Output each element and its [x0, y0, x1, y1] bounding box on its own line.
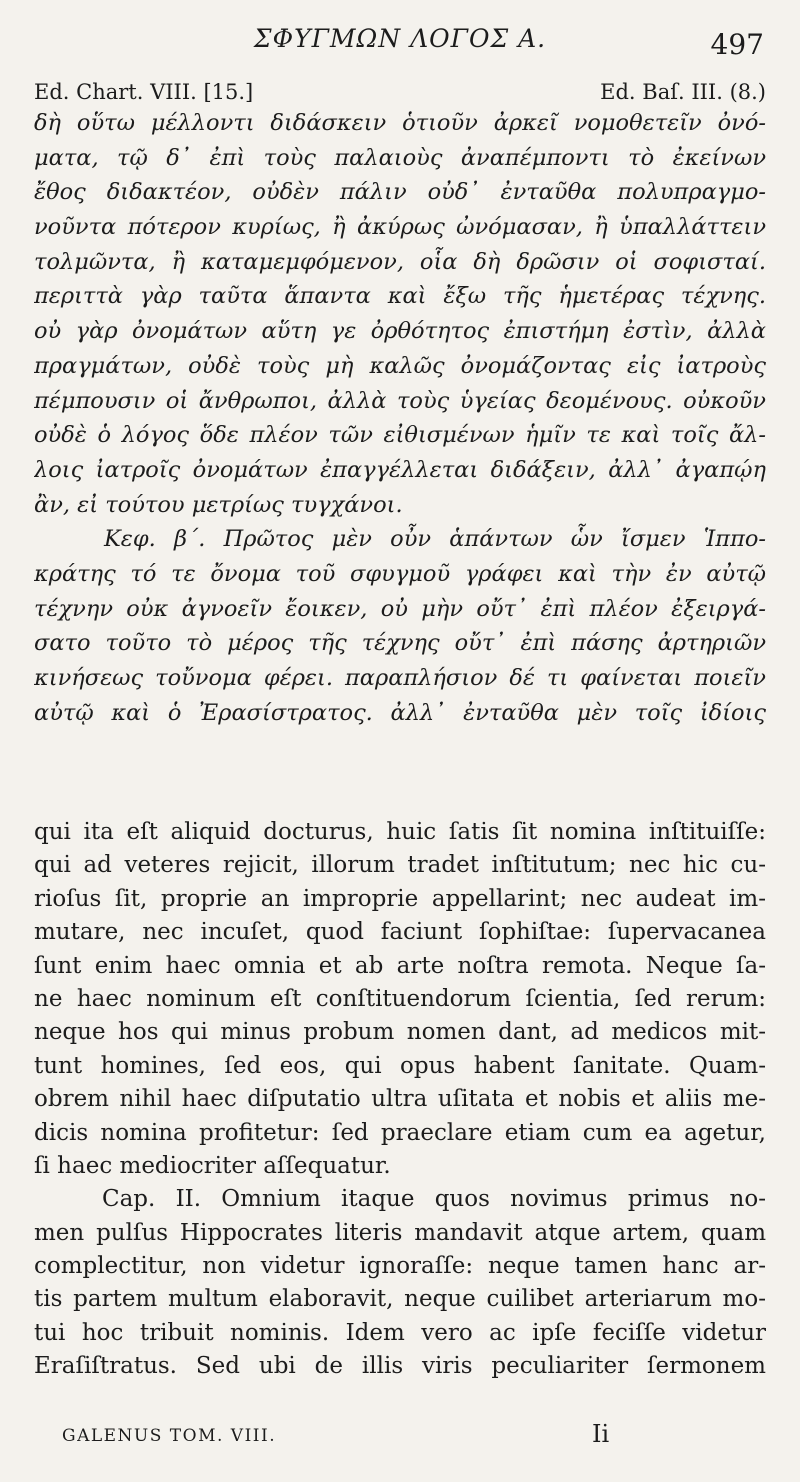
- latin-line: ne haec nominum eſt conſtituendorum ſcientia, ſed rerum:: [34, 985, 766, 1012]
- latin-line: Eraſiſtratus. Sed ubi de illis viris peculiariter ſermonem: [34, 1353, 766, 1380]
- latin-chapter-heading-line: Cap. II. Omnium itaque quos novimus primus no-: [102, 1186, 766, 1213]
- greek-line: νοῦντα πότερον κυρίως, ἢ ἀκύρως ὠνόμασαν, ἢ ὑπαλλάττειν: [34, 214, 766, 241]
- latin-line: qui ad veteres rejicit, illorum tradet inſtitutum; nec hic cu-: [34, 852, 766, 879]
- edition-reference-left: Ed. Chart. VIII. [15.]: [34, 80, 254, 104]
- running-title: ΣΦΥΓΜΩΝ ΛΟΓΟΣ Α.: [253, 24, 547, 53]
- edition-reference-right: Ed. Baſ. III. (8.): [600, 80, 766, 104]
- footer-signature-mark: Ii: [592, 1420, 610, 1448]
- greek-line: οὐδὲ ὁ λόγος ὅδε πλέον τῶν εἰθισμένων ἡμῖν τε καὶ τοῖς ἄλ-: [34, 422, 766, 449]
- greek-line: ματα, τῷ δ᾽ ἐπὶ τοὺς παλαιοὺς ἀναπέμποντι τὸ ἐκείνων: [34, 144, 766, 171]
- greek-line: ἔθος διδακτέον, οὐδὲν πάλιν οὐδ᾽ ἐνταῦθα πολυπραγμο-: [34, 179, 766, 206]
- latin-line: dicis nomina profitetur: ſed praeclare etiam cum ea agetur,: [34, 1119, 766, 1146]
- footer-signature: GALENUS TOM. VIII.: [62, 1426, 277, 1446]
- greek-line: ἂν, εἰ τούτου μετρίως τυγχάνοι.: [34, 491, 403, 518]
- latin-line: complectitur, non videtur ignoraſſe: neque tamen hanc ar-: [34, 1253, 766, 1280]
- latin-line: men pulſus Hippocrates literis mandavit atque artem, quam: [34, 1219, 766, 1246]
- greek-line: κινήσεως τοὔνομα φέρει. παραπλήσιον δέ τι φαίνεται ποιεῖν: [34, 665, 766, 691]
- greek-line: οὐ γὰρ ὀνομάτων αὕτη γε ὀρθότητος ἐπιστήμη ἐστὶν, ἀλλὰ: [34, 318, 766, 345]
- greek-line: λοις ἰατροῖς ὀνομάτων ἐπαγγέλλεται διδάξειν, ἀλλ᾽ ἀγαπῴη: [34, 456, 766, 483]
- greek-chapter-heading-line: Κεφ. β΄. Πρῶτος μὲν οὖν ἁπάντων ὧν ἴσμεν Ἱππο-: [104, 526, 766, 553]
- latin-line: ſunt enim haec omnia et ab arte noſtra remota. Neque ſa-: [34, 952, 766, 979]
- greek-line: αὐτῷ καὶ ὁ Ἐρασίστρατος. ἀλλ᾽ ἐνταῦθα μὲν τοῖς ἰδίοις: [34, 699, 766, 726]
- latin-line: ſi haec mediocriter aſſequatur.: [34, 1152, 391, 1179]
- page-number: 497: [710, 28, 764, 61]
- latin-line: obrem nihil haec diſputatio ultra uſitata et nobis et aliis me-: [34, 1086, 766, 1113]
- greek-line: πραγμάτων, οὐδὲ τοὺς μὴ καλῶς ὀνομάζοντας εἰς ἰατροὺς: [34, 352, 766, 379]
- latin-line: neque hos qui minus probum nomen dant, ad medicos mit-: [34, 1019, 766, 1046]
- latin-line: qui ita eſt aliquid docturus, huic ſatis ſit nomina inſtituiſſe:: [34, 819, 766, 845]
- latin-line: tunt homines, ſed eos, qui opus habent ſanitate. Quam-: [34, 1052, 766, 1079]
- latin-line: mutare, nec incuſet, quod faciunt ſophiſtae: ſupervacanea: [34, 919, 766, 946]
- greek-line: τέχνην οὐκ ἀγνοεῖν ἔοικεν, οὐ μὴν οὔτ᾽ ἐπὶ πλέον ἐξειργά-: [34, 595, 766, 622]
- greek-line: τολμῶντα, ἢ καταμεμφόμενον, οἷα δὴ δρῶσιν οἱ σοφισταί.: [34, 248, 766, 275]
- latin-line: rioſus ſit, proprie an improprie appellarint; nec audeat im-: [34, 885, 766, 912]
- latin-text-block: [34, 816, 766, 1384]
- greek-line: σατο τοῦτο τὸ μέρος τῆς τέχνης οὔτ᾽ ἐπὶ πάσης ἀρτηριῶν: [34, 630, 766, 657]
- latin-line: tis partem multum elaboravit, neque cuilibet arteriarum mo-: [34, 1286, 766, 1313]
- latin-line: tui hoc tribuit nominis. Idem vero ac ipſe feciſſe videtur: [34, 1319, 766, 1346]
- greek-line: πέμπουσιν οἱ ἄνθρωποι, ἀλλὰ τοὺς ὑγείας δεομένους. οὐκοῦν: [34, 387, 766, 414]
- greek-line: κράτης τό τε ὄνομα τοῦ σφυγμοῦ γράφει καὶ τὴν ἐν αὐτῷ: [34, 560, 766, 587]
- greek-line: δὴ οὕτω μέλλοντι διδάσκειν ὁτιοῦν ἀρκεῖ νομοθετεῖν ὀνό-: [34, 110, 766, 136]
- greek-text-block: [34, 106, 766, 730]
- greek-line: περιττὰ γὰρ ταῦτα ἅπαντα καὶ ἔξω τῆς ἡμετέρας τέχνης.: [34, 283, 766, 310]
